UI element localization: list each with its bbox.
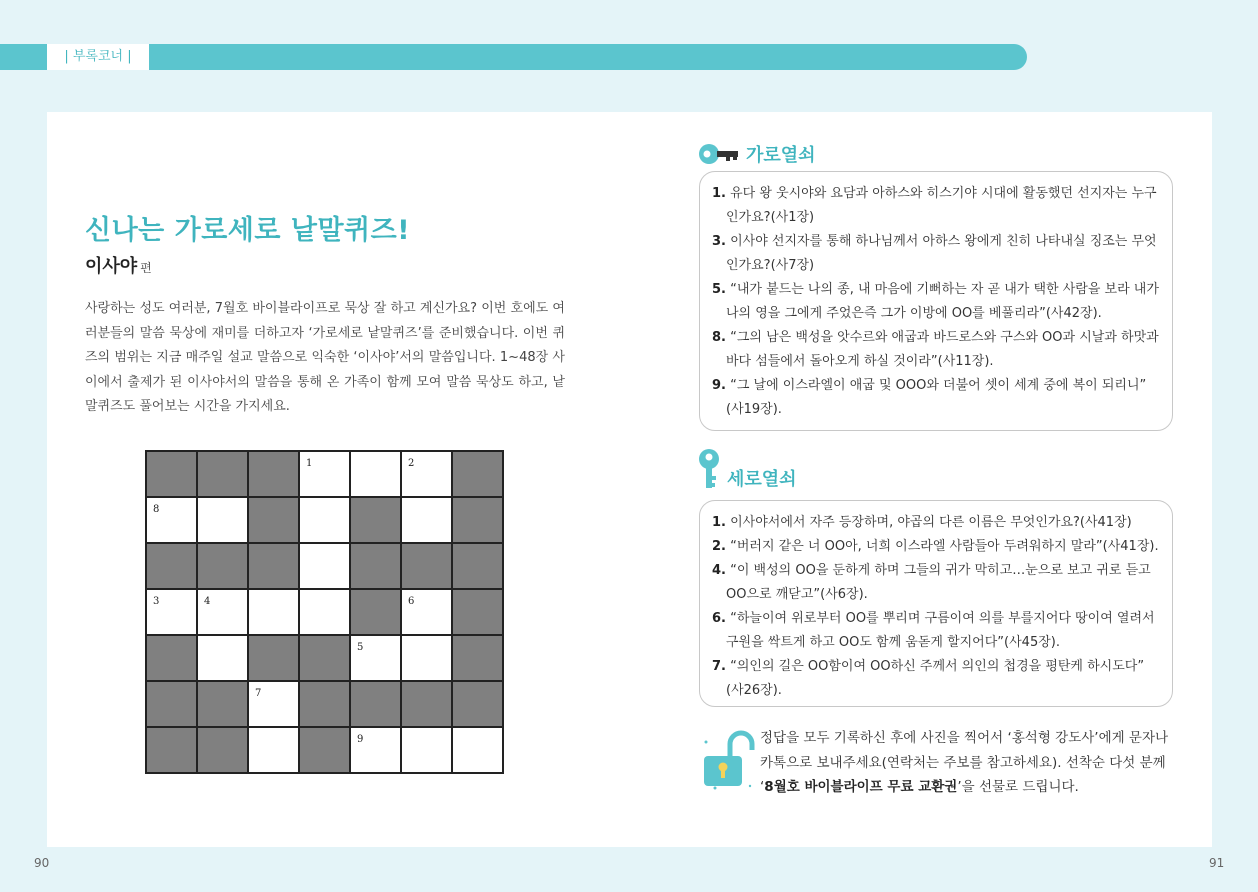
answer-cell[interactable] bbox=[401, 589, 452, 635]
cell-number: 7 bbox=[255, 688, 262, 699]
clue-number: 9. bbox=[712, 378, 726, 393]
blocked-cell bbox=[350, 589, 401, 635]
across-clue bbox=[712, 278, 1160, 326]
clue-number: 6. bbox=[712, 611, 726, 626]
answer-cell[interactable] bbox=[350, 635, 401, 681]
blocked-cell bbox=[350, 543, 401, 589]
blocked-cell bbox=[299, 727, 350, 773]
blocked-cell bbox=[146, 543, 197, 589]
clue-text: “이 백성의 OO을 둔하게 하며 그들의 귀가 막히고…눈으로 보고 귀로 듣고 OO으로 깨닫고”(사6장). bbox=[726, 563, 1151, 602]
clue-number: 8. bbox=[712, 330, 726, 345]
page-title: 신나는 가로세로 낱말퀴즈! bbox=[85, 215, 411, 246]
down-heading bbox=[697, 447, 797, 491]
subtitle-book: 이사야 bbox=[85, 256, 138, 277]
corner-label: | 부록코너 | bbox=[47, 44, 149, 70]
blocked-cell bbox=[197, 543, 248, 589]
answer-cell[interactable] bbox=[401, 451, 452, 497]
blocked-cell bbox=[452, 681, 503, 727]
blocked-cell bbox=[146, 681, 197, 727]
clue-text: “내가 붙드는 나의 종, 내 마음에 기뻐하는 자 곧 내가 택한 사람을 보라 내가 나의 영을 그에게 주었은즉 그가 이방에 OO를 베풀리라”(사42장). bbox=[726, 282, 1159, 321]
clue-text: “버러지 같은 너 OO아, 너희 이스라엘 사람들아 두려워하지 말라”(사41장). bbox=[730, 539, 1159, 554]
blocked-cell bbox=[452, 451, 503, 497]
answer-cell[interactable] bbox=[146, 497, 197, 543]
notice-body: 정답을 모두 기록하신 후에 사진을 찍어서 ‘홍석형 강도사’에게 문자나 카톡으로 보내주세요(연락처는 주보를 참고하세요). 선착순 다섯 분께 ‘ bbox=[760, 730, 1169, 795]
page-number-left: 90 bbox=[34, 856, 50, 870]
blocked-cell bbox=[350, 497, 401, 543]
across-heading bbox=[698, 141, 816, 167]
answer-cell[interactable] bbox=[350, 451, 401, 497]
header-bar bbox=[0, 44, 1027, 70]
clue-number: 1. bbox=[712, 186, 726, 201]
key-vertical-icon bbox=[697, 448, 721, 490]
blocked-cell bbox=[248, 635, 299, 681]
blocked-cell bbox=[248, 543, 299, 589]
notice-end: ’을 선물로 드립니다. bbox=[957, 779, 1079, 795]
clue-text: 이사야 선지자를 통해 하나님께서 아하스 왕에게 친히 나타내실 징조는 무엇인가요?(사7장) bbox=[726, 234, 1157, 273]
down-clues-box bbox=[699, 500, 1173, 707]
answer-cell[interactable] bbox=[299, 451, 350, 497]
clue-text: 유다 왕 웃시야와 요담과 아하스와 히스기야 시대에 활동했던 선지자는 누구인가요?(사1장) bbox=[726, 186, 1157, 225]
answer-cell[interactable] bbox=[248, 727, 299, 773]
blocked-cell bbox=[401, 681, 452, 727]
answer-cell[interactable] bbox=[401, 635, 452, 681]
across-clue bbox=[712, 230, 1160, 278]
clue-text: “그의 남은 백성을 앗수르와 애굽과 바드로스와 구스와 OO과 시날과 하맛과 바다 섬들에서 돌아오게 하실 것이라”(사11장). bbox=[726, 330, 1159, 369]
answer-cell[interactable] bbox=[248, 589, 299, 635]
blocked-cell bbox=[197, 727, 248, 773]
clue-text: “의인의 길은 OO함이여 OO하신 주께서 의인의 첩경을 평탄케 하시도다” (사26장). bbox=[726, 659, 1145, 698]
clue-number: 5. bbox=[712, 282, 726, 297]
clue-text: “그 날에 이스라엘이 애굽 및 OOO와 더불어 셋이 세계 중에 복이 되리니” (사19장). bbox=[726, 378, 1147, 417]
clue-number: 1. bbox=[712, 515, 726, 530]
prize-text: 8월호 바이블라이프 무료 교환권 bbox=[764, 779, 958, 795]
blocked-cell bbox=[452, 589, 503, 635]
answer-cell[interactable] bbox=[299, 589, 350, 635]
intro-paragraph: 사랑하는 성도 여러분, 7월호 바이블라이프로 묵상 잘 하고 계신가요? 이번 호에도 여러분들의 말씀 묵상에 재미를 더하고자 ‘가로세로 낱말퀴즈’를 준비했습니다. 이번 퀴즈의 범위는 지금 매주일 설교 말씀으로 익숙한 ‘이사야’서의 말씀입니다. 1~48장 사이에서 출제가 된 이사야서의 말씀을 통해 온 가족이 함께 모여 말씀 묵상도 하고, 낱말퀴즈도 풀어보는 시간을 가지세요. bbox=[85, 301, 565, 414]
clue-number: 7. bbox=[712, 659, 726, 674]
key-icon bbox=[698, 142, 740, 166]
unlocked-padlock-icon bbox=[700, 730, 756, 792]
blocked-cell bbox=[452, 497, 503, 543]
blocked-cell bbox=[452, 635, 503, 681]
cell-number: 5 bbox=[357, 642, 364, 653]
blocked-cell bbox=[452, 543, 503, 589]
clue-text: 이사야서에서 자주 등장하며, 야곱의 다른 이름은 무엇인가요?(사41장) bbox=[730, 515, 1132, 530]
blocked-cell bbox=[248, 497, 299, 543]
answer-cell[interactable] bbox=[299, 497, 350, 543]
clue-number: 2. bbox=[712, 539, 726, 554]
cell-number: 1 bbox=[306, 458, 313, 469]
blocked-cell bbox=[146, 635, 197, 681]
blocked-cell bbox=[299, 681, 350, 727]
subtitle bbox=[85, 252, 152, 278]
across-clue bbox=[712, 374, 1160, 422]
blocked-cell bbox=[197, 681, 248, 727]
down-heading-label: 세로열쇠 bbox=[727, 469, 797, 490]
blocked-cell bbox=[401, 543, 452, 589]
answer-cell[interactable] bbox=[248, 681, 299, 727]
notice-text bbox=[760, 726, 1180, 800]
answer-cell[interactable] bbox=[452, 727, 503, 773]
page-number-right: 91 bbox=[1209, 856, 1225, 870]
answer-cell[interactable] bbox=[350, 727, 401, 773]
cell-number: 9 bbox=[357, 734, 364, 745]
answer-cell[interactable] bbox=[401, 497, 452, 543]
down-clue bbox=[712, 511, 1160, 535]
down-clue bbox=[712, 607, 1160, 655]
answer-cell[interactable] bbox=[299, 543, 350, 589]
clue-number: 4. bbox=[712, 563, 726, 578]
answer-cell[interactable] bbox=[401, 727, 452, 773]
down-clue bbox=[712, 559, 1160, 607]
crossword-grid bbox=[145, 450, 504, 774]
cell-number: 6 bbox=[408, 596, 415, 607]
down-clue bbox=[712, 655, 1160, 703]
clue-number: 3. bbox=[712, 234, 726, 249]
blocked-cell bbox=[197, 451, 248, 497]
across-heading-label: 가로열쇠 bbox=[746, 145, 816, 166]
clue-text: “하늘이여 위로부터 OO를 뿌리며 구름이여 의를 부를지어다 땅이여 열려서 구원을 싹트게 하고 OO도 함께 움돋게 할지어다”(사45장). bbox=[726, 611, 1155, 650]
cell-number: 4 bbox=[204, 596, 211, 607]
across-clue bbox=[712, 182, 1160, 230]
blocked-cell bbox=[146, 727, 197, 773]
cell-number: 2 bbox=[408, 458, 415, 469]
subtitle-suffix: 편 bbox=[140, 261, 152, 275]
answer-cell[interactable] bbox=[197, 497, 248, 543]
answer-cell[interactable] bbox=[197, 635, 248, 681]
cell-number: 3 bbox=[153, 596, 160, 607]
across-clues-box bbox=[699, 171, 1173, 431]
blocked-cell bbox=[248, 451, 299, 497]
cell-number: 8 bbox=[153, 504, 160, 515]
answer-cell[interactable] bbox=[146, 589, 197, 635]
blocked-cell bbox=[146, 451, 197, 497]
across-clue bbox=[712, 326, 1160, 374]
blocked-cell bbox=[299, 635, 350, 681]
answer-cell[interactable] bbox=[197, 589, 248, 635]
down-clue bbox=[712, 535, 1160, 559]
blocked-cell bbox=[350, 681, 401, 727]
